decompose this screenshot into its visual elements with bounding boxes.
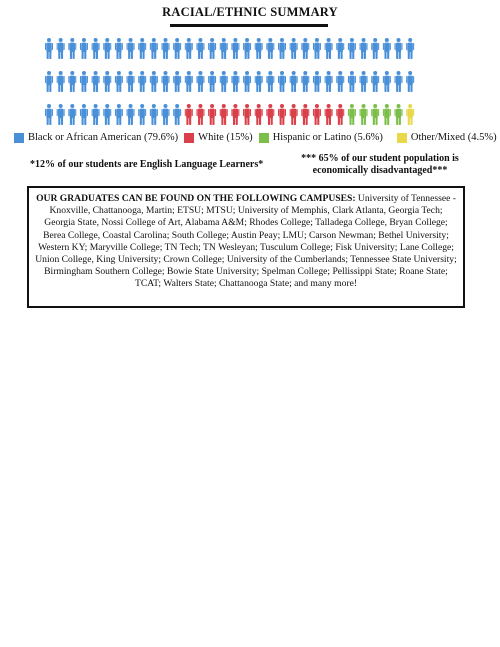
person-icon (231, 104, 239, 125)
person-icon (80, 71, 88, 92)
legend-label: Black or African American (79.6%) (28, 132, 179, 143)
person-icon (348, 38, 356, 59)
person-icon (57, 104, 65, 125)
person-icon (138, 104, 146, 125)
person-icon (196, 104, 204, 125)
person-icon (173, 38, 181, 59)
person-icon (336, 71, 344, 92)
legend-swatch (14, 133, 24, 143)
chart-title: RACIAL/ETHNIC SUMMARY (162, 5, 338, 19)
legend-item (397, 132, 497, 143)
person-icon (150, 38, 158, 59)
person-icon (231, 38, 239, 59)
person-icon (371, 104, 379, 125)
person-icon (395, 104, 403, 125)
person-icon (231, 71, 239, 92)
legend-item (259, 132, 383, 143)
person-icon (185, 38, 193, 59)
person-icon (371, 38, 379, 59)
person-icon (115, 104, 123, 125)
person-icon (115, 71, 123, 92)
person-icon (301, 38, 309, 59)
person-icon (45, 104, 53, 125)
person-icon (266, 71, 274, 92)
person-icon (92, 71, 100, 92)
person-icon (196, 71, 204, 92)
person-icon (243, 104, 251, 125)
person-icon (185, 71, 193, 92)
person-icon (220, 104, 228, 125)
person-icon (57, 71, 65, 92)
legend-item (14, 132, 178, 143)
person-icon (383, 71, 391, 92)
person-icon (208, 38, 216, 59)
disadvantaged-note: *** 65% of our student population is economically disadvantaged*** (301, 153, 459, 176)
person-icon (371, 71, 379, 92)
person-icon (383, 104, 391, 125)
legend-swatch (184, 133, 194, 143)
person-icon (127, 71, 135, 92)
person-icon (301, 104, 309, 125)
person-icon (80, 104, 88, 125)
person-icon (348, 104, 356, 125)
person-icon (278, 71, 286, 92)
person-icon (383, 38, 391, 59)
person-icon (162, 104, 170, 125)
person-icon (150, 104, 158, 125)
legend-item (184, 132, 253, 143)
person-icon (208, 71, 216, 92)
campuses-list: University of Tennessee - Knoxville, Chattanooga, Martin; ETSU; MTSU; University of Memphis, Clark Atlanta, Georgia Tech; Georgia State, Nossi College of Art, Alabama A&M; Rhodes College; Talladega College, Bryan College; Berea College, Coastal Carolina; South College; Austin Peay; LMU; Carson Newman; Bethel University; Western KY; Maryville College; TN Tech; TN Wesleyan; Tusculum College; Fisk University; Lane College; Union College, King University; Crown College; University of the Cumberlands; Tennessee State University; Birmingham Southern College; Bowie State University; Spelman College; Pellissippi State; Roane State; TCAT; Walters State; Chattanooga State; and many more! (35, 193, 457, 290)
person-icon (255, 104, 263, 125)
person-icon (395, 38, 403, 59)
person-icon (173, 104, 181, 125)
person-icon (80, 38, 88, 59)
person-icon (360, 71, 368, 92)
person-icon (360, 38, 368, 59)
person-icon (45, 71, 53, 92)
title-underline (170, 24, 328, 27)
person-icon (220, 71, 228, 92)
person-icon (220, 38, 228, 59)
legend-label: Hispanic or Latino (5.6%) (272, 132, 383, 143)
person-icon (313, 38, 321, 59)
person-icon (325, 71, 333, 92)
person-icon (278, 104, 286, 125)
person-icon (325, 38, 333, 59)
person-icon (68, 38, 76, 59)
person-icon (243, 71, 251, 92)
person-icon (406, 104, 414, 125)
person-icon (406, 38, 414, 59)
person-icon (127, 104, 135, 125)
campuses-box (27, 186, 465, 308)
chart-legend (14, 132, 497, 146)
person-icon (127, 38, 135, 59)
person-icon (325, 104, 333, 125)
person-icon (348, 71, 356, 92)
person-icon (290, 71, 298, 92)
person-icon (162, 38, 170, 59)
person-icon (185, 104, 193, 125)
person-icon (313, 104, 321, 125)
person-icon (115, 38, 123, 59)
person-icon (92, 104, 100, 125)
person-icon (290, 104, 298, 125)
legend-swatch (397, 133, 407, 143)
person-icon (68, 104, 76, 125)
person-icon (406, 71, 414, 92)
person-icon (395, 71, 403, 92)
person-icon (266, 104, 274, 125)
person-icon (45, 38, 53, 59)
person-icon (313, 71, 321, 92)
person-icon (68, 71, 76, 92)
person-icon (173, 71, 181, 92)
person-icon (138, 38, 146, 59)
person-icon (150, 71, 158, 92)
person-icon (290, 38, 298, 59)
legend-label: White (15%) (198, 132, 253, 143)
person-icon (336, 38, 344, 59)
legend-label: Other/Mixed (4.5%) (410, 132, 497, 143)
person-icon (360, 104, 368, 125)
person-icon (301, 71, 309, 92)
person-icon (243, 38, 251, 59)
person-icon (57, 38, 65, 59)
campuses-heading: OUR GRADUATES CAN BE FOUND ON THE FOLLOWING CAMPUSES: (36, 193, 356, 204)
pictograph-chart (0, 30, 500, 130)
person-icon (278, 38, 286, 59)
person-icon (138, 71, 146, 92)
person-icon (208, 104, 216, 125)
person-icon (92, 38, 100, 59)
person-icon (255, 71, 263, 92)
person-icon (255, 38, 263, 59)
person-icon (103, 71, 111, 92)
person-icon (162, 71, 170, 92)
person-icon (103, 38, 111, 59)
person-icon (266, 38, 274, 59)
person-icon (336, 104, 344, 125)
person-icon (196, 38, 204, 59)
legend-swatch (259, 133, 269, 143)
ell-note: *12% of our students are English Language Learners* (30, 159, 264, 170)
person-icon (103, 104, 111, 125)
